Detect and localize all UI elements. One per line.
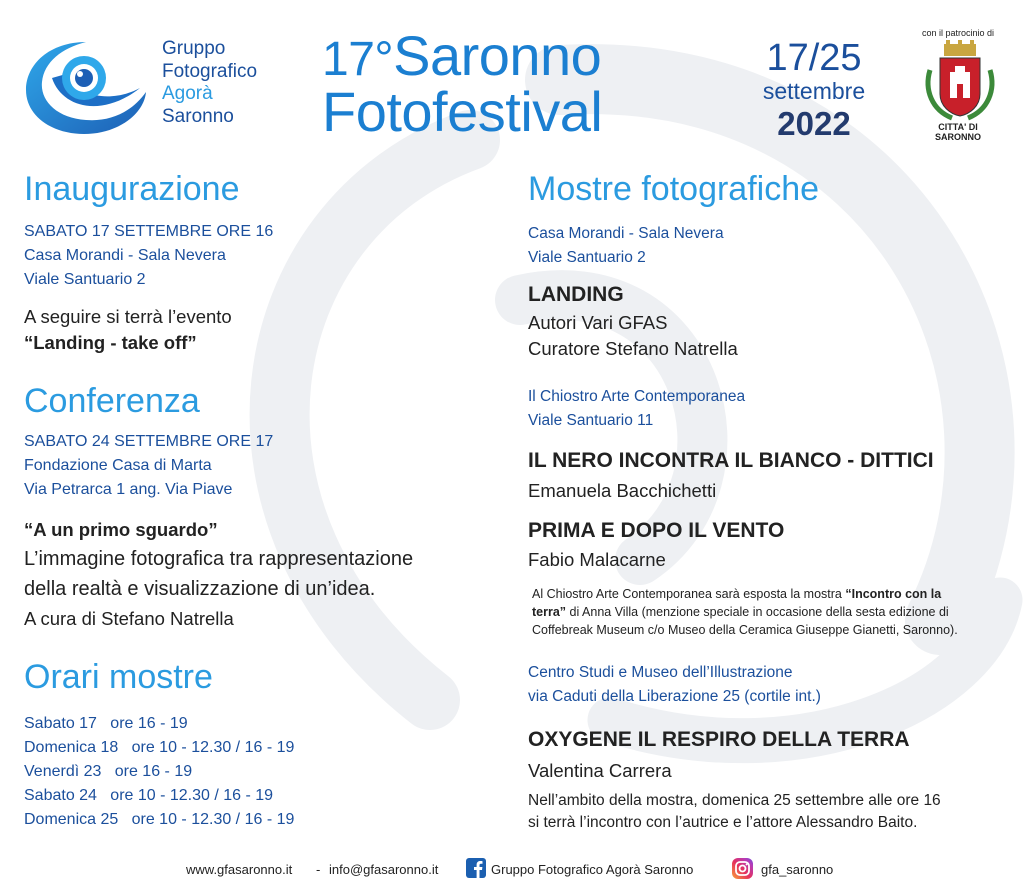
nero-title: IL NERO INCONTRA IL BIANCO - DITTICI xyxy=(528,449,934,472)
org-line-3: Agorà xyxy=(162,83,213,104)
inaugurazione-venue: Casa Morandi - Sala Nevera xyxy=(24,247,226,264)
orari-schedule xyxy=(24,712,294,832)
facebook-icon[interactable] xyxy=(466,858,486,878)
conferenza-details xyxy=(24,430,273,502)
schedule-row: Domenica 25 ore 10 - 12.30 / 16 - 19 xyxy=(24,811,295,828)
prima-title: PRIMA E DOPO IL VENTO xyxy=(528,519,785,542)
venue3-address: via Caduti della Liberazione 25 (cortile int.) xyxy=(528,688,821,705)
schedule-row: Sabato 17 ore 16 - 19 xyxy=(24,715,188,732)
inaugurazione-event-name: “Landing - take off” xyxy=(24,332,197,353)
email-link[interactable]: info@gfasaronno.it xyxy=(329,862,439,877)
org-line-2: Fotografico xyxy=(162,60,258,82)
schedule-row: Sabato 24 ore 10 - 12.30 / 16 - 19 xyxy=(24,787,274,804)
saronno-crest-icon xyxy=(922,40,998,122)
landing-authors: Autori Vari GFAS xyxy=(528,312,668,333)
facebook-link[interactable]: Gruppo Fotografico Agorà Saronno xyxy=(491,862,694,877)
nero-author: Emanuela Bacchichetti xyxy=(528,480,717,501)
venue2-name: Il Chiostro Arte Contemporanea xyxy=(528,388,746,405)
conferenza-talk-title: “A un primo sguardo” xyxy=(24,519,218,540)
date-year: 2022 xyxy=(777,105,851,142)
conferenza-venue: Fondazione Casa di Marta xyxy=(24,457,212,474)
conferenza-desc-1: L’immagine fotografica tra rappresentazione xyxy=(24,548,414,570)
date-month: settembre xyxy=(762,78,866,104)
instagram-link[interactable]: gfa_saronno xyxy=(761,862,834,877)
festival-dates xyxy=(744,38,884,144)
mostre-heading: Mostre fotografiche xyxy=(528,170,820,208)
conferenza-curator: A cura di Stefano Natrella xyxy=(24,608,234,629)
schedule-row: Domenica 18 ore 10 - 12.30 / 16 - 19 xyxy=(24,739,295,756)
orari-heading: Orari mostre xyxy=(24,658,213,696)
conferenza-heading: Conferenza xyxy=(24,382,200,420)
org-line-1: Gruppo xyxy=(162,38,226,59)
venue1-address: Viale Santuario 2 xyxy=(528,249,646,266)
note-part-b: “Incontro con la xyxy=(845,587,942,601)
note-part-a: Al Chiostro Arte Contemporanea sarà esposta la mostra xyxy=(532,587,846,601)
date-range: 17/25 xyxy=(766,37,862,79)
festival-name-1: Saronno xyxy=(393,24,602,87)
oxy-author: Valentina Carrera xyxy=(528,760,672,781)
venue3-details xyxy=(528,661,821,709)
note-part-e: Coffebreak Museum c/o Museo della Ceramica Giuseppe Gianetti, Saronno). xyxy=(532,623,958,637)
footer xyxy=(0,856,1024,886)
city-label-2: SARONNO xyxy=(934,132,981,142)
camera-eye-logo-icon xyxy=(22,38,150,136)
venue2-details xyxy=(528,385,745,433)
oxy-desc-2: si terrà l’incontro con l’autrice e l’attore Alessandro Baito. xyxy=(528,814,918,831)
org-line-4: Saronno xyxy=(162,105,234,127)
conferenza-desc-2: della realtà e visualizzazione di un’idea. xyxy=(24,578,376,600)
city-label xyxy=(908,122,1008,142)
conferenza-address: Via Petrarca 1 ang. Via Piave xyxy=(24,481,233,498)
venue3-name: Centro Studi e Museo dell’Illustrazione xyxy=(528,664,793,681)
festival-name-2: Fotofestival xyxy=(322,80,603,143)
organization-name xyxy=(162,38,257,128)
website-link[interactable]: www.gfasaronno.it xyxy=(186,862,293,877)
landing-curator: Curatore Stefano Natrella xyxy=(528,338,738,359)
note-part-c: terra” xyxy=(532,605,567,619)
city-label-1: CITTA' DI xyxy=(938,122,978,132)
venue2-address: Viale Santuario 11 xyxy=(528,412,654,429)
oxy-desc-1: Nell’ambito della mostra, domenica 25 settembre alle ore 16 xyxy=(528,792,941,809)
schedule-row: Venerdì 23 ore 16 - 19 xyxy=(24,763,193,780)
instagram-icon[interactable] xyxy=(732,858,753,879)
inaugurazione-heading: Inaugurazione xyxy=(24,170,240,208)
landing-title: LANDING xyxy=(528,283,624,306)
inaugurazione-address: Viale Santuario 2 xyxy=(24,271,146,288)
festival-ordinal: 17° xyxy=(322,33,394,86)
oxy-description xyxy=(528,790,941,834)
oxy-title: OXYGENE IL RESPIRO DELLA TERRA xyxy=(528,728,910,751)
inaugurazione-date: SABATO 17 SETTEMBRE ORE 16 xyxy=(24,223,274,240)
chiostro-note xyxy=(532,585,1012,639)
conferenza-date: SABATO 24 SETTEMBRE ORE 17 xyxy=(24,433,274,450)
inaugurazione-details xyxy=(24,220,273,292)
inaugurazione-follow: A seguire si terrà l’evento xyxy=(24,306,232,327)
prima-author: Fabio Malacarne xyxy=(528,549,666,570)
footer-separator: - xyxy=(316,862,321,877)
patronage-label: con il patrocinio di xyxy=(921,28,995,38)
venue1-name: Casa Morandi - Sala Nevera xyxy=(528,225,724,242)
note-part-d: di Anna Villa (menzione speciale in occasione della sesta edizione di xyxy=(566,605,949,619)
festival-title xyxy=(322,24,603,143)
venue1-details xyxy=(528,222,724,270)
